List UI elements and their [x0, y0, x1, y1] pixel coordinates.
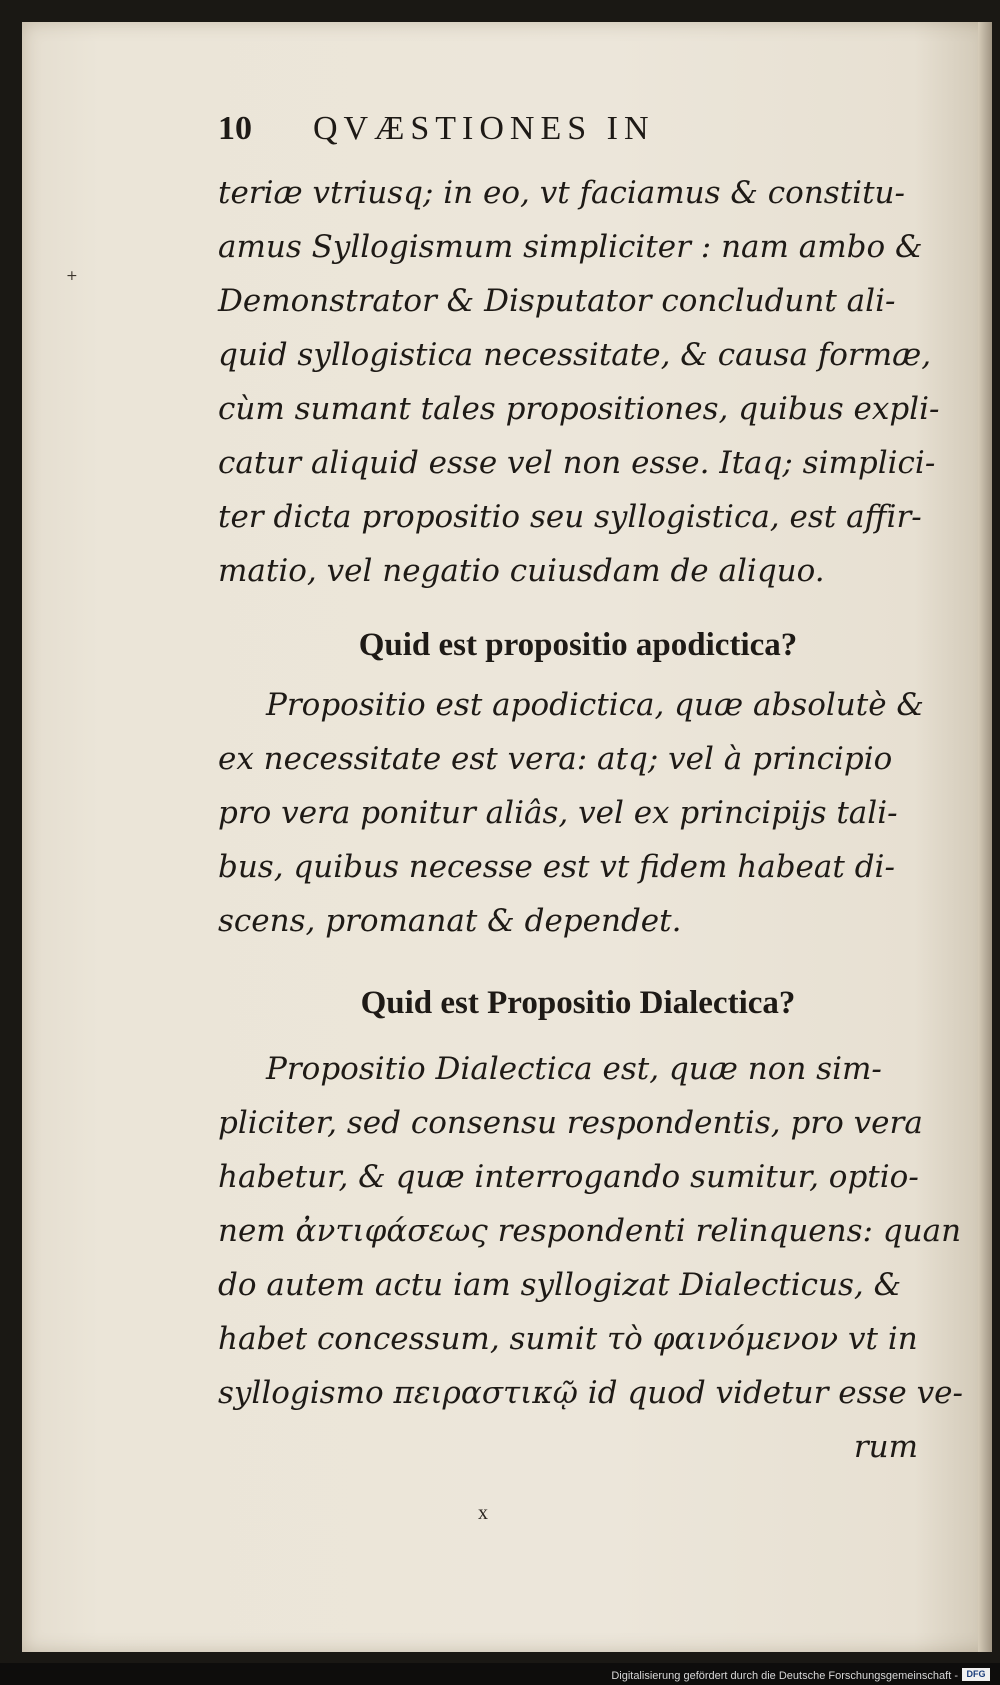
text-line: habet concessum, sumit τὸ φαινόμενον vt in [218, 1321, 918, 1357]
text-line: cùm sumant tales propositiones, quibus expli- [218, 391, 940, 427]
footer-credit: Digitalisierung gefördert durch die Deutsche Forschungsgemeinschaft - [611, 1670, 958, 1682]
text-line: amus Syllogismum simpliciter : nam ambo & [218, 229, 923, 265]
text-line: pliciter, sed consensu respondentis, pro vera [218, 1105, 923, 1141]
paragraph-2 [218, 678, 938, 948]
text-line: habetur, & quæ interrogando sumitur, optio- [218, 1159, 919, 1195]
text-line: ex necessitate est vera: atq; vel à principio [218, 741, 893, 777]
text-block [218, 110, 963, 1474]
section-heading-dialectica: Quid est Propositio Dialectica? [360, 985, 796, 1021]
signature-mark: x [478, 1502, 488, 1524]
section-heading-apodictica: Quid est propositio apodictica? [358, 627, 798, 663]
paragraph-1 [218, 166, 938, 598]
paragraph-3 [218, 1042, 963, 1474]
page-number: 10 [218, 110, 252, 147]
text-line: nem ἀντιφάσεως respondenti relinquens: quan [218, 1213, 962, 1249]
catchword: rum [853, 1429, 918, 1465]
text-line: bus, quibus necesse est vt fidem habeat di- [218, 849, 895, 885]
text-line: matio, vel negatio cuiusdam de aliquo. [218, 553, 825, 589]
text-line: syllogismo πειραστικῷ id quod videtur esse ve- [218, 1375, 963, 1411]
footer-bar [0, 1663, 1000, 1685]
text-line: teriæ vtriusq; in eo, vt faciamus & constitu- [218, 175, 905, 211]
text-line: Demonstrator & Disputator concludunt ali- [218, 283, 896, 319]
text-line: Propositio est apodictica, quæ absolutè & [266, 687, 924, 723]
text-line: ter dicta propositio seu syllogistica, est affir- [218, 499, 922, 535]
text-line: Propositio Dialectica est, quæ non sim- [266, 1051, 882, 1087]
page-header [218, 110, 938, 166]
text-line: quid syllogistica necessitate, & causa formæ, [218, 337, 932, 373]
text-line: pro vera ponitur aliâs, vel ex principijs tali- [218, 795, 898, 831]
margin-mark: + [66, 268, 78, 284]
dfg-logo: DFG [962, 1668, 990, 1681]
page-edge-shadow [978, 22, 992, 1652]
text-line: do autem actu iam syllogizat Dialecticus, & [218, 1267, 902, 1303]
running-head: QVÆSTIONES IN [313, 110, 655, 147]
text-line: catur aliquid esse vel non esse. Itaq; simplici- [218, 445, 936, 481]
text-line: scens, promanat & dependet. [218, 903, 682, 939]
